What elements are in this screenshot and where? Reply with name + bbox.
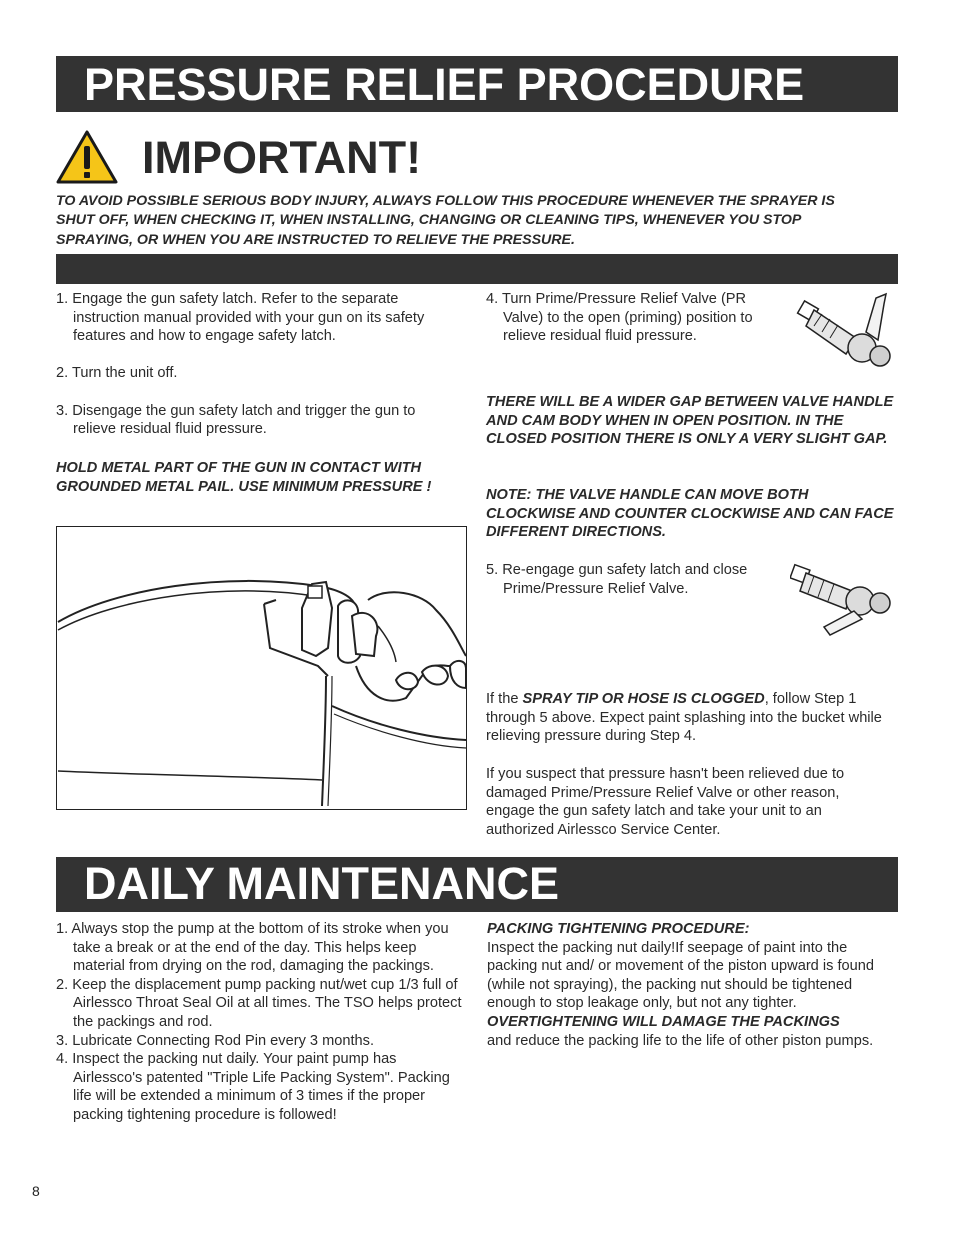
packing-text: Inspect the packing nut daily!If seepage of paint into the packing nut and/ or movement of the piston upward is found (while not spraying), the packing nut should be tightened enough to stop leakage only, but not any tighter. xyxy=(487,939,874,1012)
packing-warning: OVERTIGHTENING WILL DAMAGE THE PACKINGS xyxy=(487,1013,840,1030)
relief-step-5: 5. Re-engage gun safety latch and close Prime/Pressure Relief Valve. xyxy=(486,562,748,597)
pressure-relief-banner xyxy=(56,56,898,112)
valve-gap-note: THERE WILL BE A WIDER GAP BETWEEN VALVE HANDLE AND CAM BODY WHEN IN OPEN POSITION. IN THE CLOSED POSITION THERE IS ONLY A VERY SLIGHT GAP. xyxy=(486,394,894,448)
pressure-relief-title: PRESSURE RELIEF PROCEDURE xyxy=(84,59,805,110)
relief-step-3: 3. Disengage the gun safety latch and trigger the gun to relieve residual fluid pressure. xyxy=(56,402,416,438)
clogged-emphasis: SPRAY TIP OR HOSE IS CLOGGED xyxy=(522,691,765,707)
suspect-paragraph: If you suspect that pressure hasn't been relieved due to damaged Prime/Pressure Relief Valve or other reason, engage the gun safety latch and take your unit to an authorized Airlessco Service Center. xyxy=(486,766,845,838)
relief-step-2: 2. Turn the unit off. xyxy=(56,365,178,382)
packing-heading: PACKING TIGHTENING PROCEDURE: xyxy=(487,921,750,937)
relief-step-4: 4. Turn Prime/Pressure Relief Valve (PR Valve) to the open (priming) position to relieve residual fluid pressure. xyxy=(486,291,753,345)
clogged-prefix: If the xyxy=(486,691,523,707)
gun-pail-illustration xyxy=(56,526,467,810)
maintenance-item-4: 4. Inspect the packing nut daily. Your paint pump has Airlessco's patented "Triple Life Packing System". Packing life will be extended a minimum of 3 times if the proper packing tightening procedure is followed! xyxy=(56,1051,450,1123)
grounded-pail-note: HOLD METAL PART OF THE GUN IN CONTACT WITH GROUNDED METAL PAIL. USE MINIMUM PRESSURE ! xyxy=(56,460,432,495)
daily-maintenance-banner xyxy=(56,857,898,912)
warning-triangle-icon xyxy=(54,128,120,186)
maintenance-item-2: 2. Keep the displacement pump packing nut/wet cup 1/3 full of Airlessco Throat Seal Oil at all times. The TSO helps protect the packings and rod. xyxy=(56,976,462,1030)
valve-closed-icon xyxy=(790,557,898,637)
relief-step-1: 1. Engage the gun safety latch. Refer to the separate instruction manual provided with your gun on its safety features and how to engage safety latch. xyxy=(56,291,425,345)
daily-maintenance-title: DAILY MAINTENANCE xyxy=(84,858,560,909)
section-divider-bar xyxy=(56,254,898,284)
clogged-suffix: , follow Step 1 through 5 above. Expect paint splashing into the bucket while relieving pressure during Step 4. xyxy=(486,691,882,745)
important-heading: IMPORTANT! xyxy=(142,132,422,183)
packing-procedure xyxy=(487,920,892,1050)
valve-open-icon xyxy=(796,290,902,372)
page-number: 8 xyxy=(32,1183,40,1199)
maintenance-item-3: 3. Lubricate Connecting Rod Pin every 3 months. xyxy=(56,1032,374,1049)
maintenance-item-1: 1. Always stop the pump at the bottom of its stroke when you take a break or at the end of the day. This helps keep material from drying on the rod, damaging the packings. xyxy=(56,921,449,975)
packing-tail: and reduce the packing life to the life of other piston pumps. xyxy=(487,1032,874,1049)
relief-steps-left xyxy=(56,290,461,439)
maintenance-list xyxy=(56,920,466,1125)
clogged-paragraph xyxy=(486,690,891,746)
valve-handle-note: NOTE: THE VALVE HANDLE CAN MOVE BOTH CLOCKWISE AND COUNTER CLOCKWISE AND CAN FACE DIFFERENT DIRECTIONS. xyxy=(486,487,894,541)
warning-text: TO AVOID POSSIBLE SERIOUS BODY INJURY, ALWAYS FOLLOW THIS PROCEDURE WHENEVER THE SPRAYER IS SHUT OFF, WHEN CHECKING IT, WHEN INSTALLING, CHANGING OR CLEANING TIPS, WHENEVER YOU STOP SPRAYING, OR WHEN YOU ARE INSTRUCTED TO RELIEVE THE PRESSURE. xyxy=(56,193,835,248)
